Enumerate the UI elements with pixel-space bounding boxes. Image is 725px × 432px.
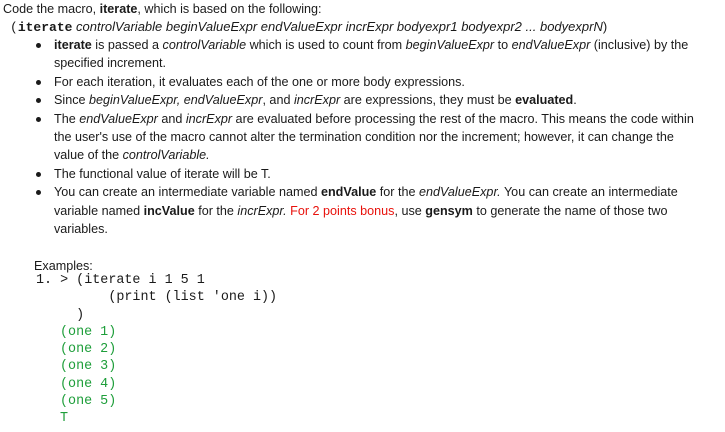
macro-name: iterate bbox=[99, 2, 138, 16]
code-line: ) bbox=[36, 307, 85, 323]
list-item: iterate is passed a controlVariable which is used to count from beginValueExpr to endValueExpr (inclusive) by the specified increment. bbox=[3, 36, 699, 73]
list-item: The endValueExpr and incrExpr are evaluated before processing the rest of the macro. This means the code within the user's use of the macro cannot alter the termination condition nor the increment; however, it can change the value of the controlVariable. bbox=[3, 110, 699, 165]
example-code-block bbox=[36, 272, 277, 428]
code-line: 1. > (iterate i 1 5 1 bbox=[36, 273, 205, 288]
code-line: (print (list 'one i)) bbox=[36, 290, 278, 306]
list-item: Since beginValueExpr, endValueExpr, and incrExpr are expressions, they must be evaluated. bbox=[3, 91, 699, 109]
output-line: (one 3) bbox=[60, 359, 117, 375]
output-line: (one 4) bbox=[60, 376, 117, 392]
document bbox=[3, 0, 719, 238]
list-item: You can create an intermediate variable named endValue for the endValueExpr. You can create an intermediate variable named incValue for the incrExpr. For 2 points bonus, use gensym to generate the name of those two variables. bbox=[3, 183, 699, 238]
intro-line: Code the macro, iterate, which is based on the following: bbox=[3, 2, 322, 16]
bonus-note: For 2 points bonus bbox=[290, 203, 395, 218]
examples-label: Examples: bbox=[34, 259, 93, 273]
output-line: T bbox=[60, 411, 69, 427]
list-item: For each iteration, it evaluates each of the one or more body expressions. bbox=[3, 73, 699, 91]
list-item: The functional value of iterate will be T. bbox=[3, 165, 699, 183]
output-line: (one 1) bbox=[60, 324, 117, 340]
output-line: (one 2) bbox=[60, 342, 117, 358]
macro-signature: (iterate controlVariable beginValueExpr endValueExpr incrExpr bodyexpr1 bodyexpr2 ... bodyexprN) bbox=[10, 19, 608, 35]
output-line: (one 5) bbox=[60, 394, 117, 410]
requirements-list bbox=[3, 36, 719, 238]
